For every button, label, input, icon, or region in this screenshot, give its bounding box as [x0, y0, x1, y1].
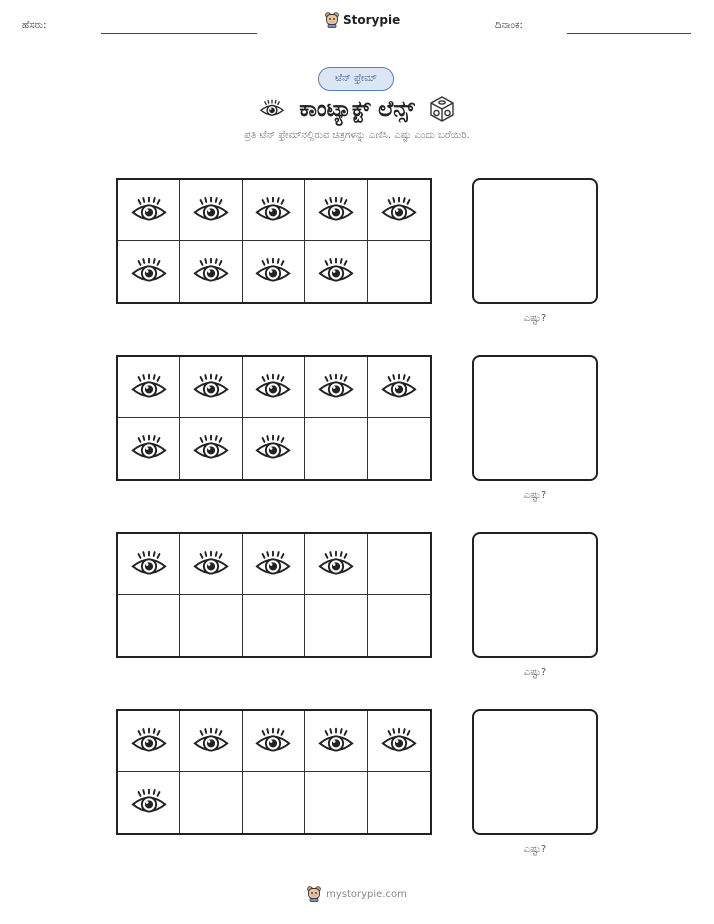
- ten-frame-cell: [305, 418, 367, 479]
- eye-icon: [380, 196, 418, 225]
- eye-icon: [254, 550, 292, 579]
- ten-frame-cell: [368, 595, 430, 656]
- ten-frame-cell: [305, 180, 367, 241]
- answer-box[interactable]: [472, 178, 598, 304]
- problem-3: [0, 532, 714, 692]
- ten-frame-cell: [180, 534, 242, 595]
- ten-frame-cell: [118, 534, 180, 595]
- worksheet-title-row: [0, 94, 714, 124]
- ten-frame-cell: [180, 772, 242, 833]
- name-field-line[interactable]: [101, 33, 257, 34]
- category-badge: ಟೆನ್ ಫ್ರೇಮ್: [318, 67, 394, 91]
- ten-frame-cell: [305, 534, 367, 595]
- eye-icon: [192, 434, 230, 463]
- eye-icon: [130, 788, 168, 817]
- ten-frame-cell: [118, 357, 180, 418]
- eye-icon: [130, 373, 168, 402]
- eye-icon: [254, 257, 292, 286]
- answer-box[interactable]: [472, 709, 598, 835]
- eye-icon: [317, 257, 355, 286]
- ten-frame-cell: [180, 241, 242, 302]
- ten-frame: [116, 178, 432, 304]
- eye-icon: [317, 196, 355, 225]
- answer-box[interactable]: [472, 355, 598, 481]
- ten-frame-cell: [368, 357, 430, 418]
- contact-lens-case-icon: [429, 95, 455, 123]
- eye-icon: [254, 727, 292, 756]
- instructions: ಪ್ರತಿ ಟೆನ್ ಫ್ರೇಮ್‌ನಲ್ಲಿರುವ ಚಿತ್ರಗಳನ್ನು ಎಣಿಸಿ. ಎಷ್ಟು ಎಂದು ಬರೆಯಿರಿ.: [244, 130, 470, 141]
- bear-logo-icon: [307, 886, 321, 902]
- bear-logo-icon: [325, 12, 339, 28]
- ten-frame: [116, 709, 432, 835]
- problem-2: [0, 355, 714, 515]
- ten-frame-cell: [180, 711, 242, 772]
- eye-icon: [130, 727, 168, 756]
- ten-frame-cell: [243, 595, 305, 656]
- ten-frame-cell: [243, 772, 305, 833]
- ten-frame-cell: [368, 772, 430, 833]
- ten-frame-cell: [243, 418, 305, 479]
- eye-icon: [317, 373, 355, 402]
- footer: [0, 886, 714, 902]
- ten-frame-cell: [118, 595, 180, 656]
- ten-frame-cell: [305, 595, 367, 656]
- eye-icon: [192, 257, 230, 286]
- answer-prompt: ಎಷ್ಟು?: [523, 667, 547, 678]
- answer-box[interactable]: [472, 532, 598, 658]
- eye-icon: [317, 727, 355, 756]
- eye-icon: [192, 550, 230, 579]
- eye-icon: [130, 550, 168, 579]
- problem-1: [0, 178, 714, 338]
- brand-logo: [325, 12, 400, 28]
- eye-icon: [254, 373, 292, 402]
- eye-icon: [130, 196, 168, 225]
- ten-frame-cell: [305, 711, 367, 772]
- answer-prompt: ಎಷ್ಟು?: [523, 313, 547, 324]
- date-label: ದಿನಾಂಕ:: [495, 20, 523, 31]
- eye-icon: [130, 257, 168, 286]
- eye-icon: [192, 727, 230, 756]
- date-field-line[interactable]: [567, 33, 691, 34]
- name-label: ಹೆಸರು:: [22, 20, 47, 31]
- ten-frame-cell: [243, 357, 305, 418]
- ten-frame-cell: [305, 772, 367, 833]
- ten-frame-cell: [368, 241, 430, 302]
- eye-icon: [254, 434, 292, 463]
- ten-frame-cell: [180, 357, 242, 418]
- ten-frame-cell: [243, 711, 305, 772]
- eye-icon: [192, 196, 230, 225]
- ten-frame-cell: [180, 595, 242, 656]
- eye-icon: [317, 550, 355, 579]
- footer-url[interactable]: mystorypie.com: [326, 888, 407, 900]
- ten-frame-cell: [243, 180, 305, 241]
- problem-4: [0, 709, 714, 869]
- ten-frame: [116, 355, 432, 481]
- ten-frame-cell: [118, 711, 180, 772]
- ten-frame-cell: [118, 418, 180, 479]
- eye-icon: [380, 373, 418, 402]
- ten-frame-cell: [368, 418, 430, 479]
- eye-icon: [130, 434, 168, 463]
- ten-frame-cell: [118, 241, 180, 302]
- ten-frame-cell: [118, 180, 180, 241]
- eye-icon: [259, 99, 285, 119]
- ten-frame-cell: [180, 180, 242, 241]
- ten-frame-cell: [118, 772, 180, 833]
- ten-frame-cell: [305, 357, 367, 418]
- page-title: ಕಾಂಟ್ಯಾಕ್ಟ್ ಲೆನ್ಸ್: [299, 96, 415, 122]
- ten-frame: [116, 532, 432, 658]
- answer-prompt: ಎಷ್ಟು?: [523, 490, 547, 501]
- answer-prompt: ಎಷ್ಟು?: [523, 844, 547, 855]
- ten-frame-cell: [368, 534, 430, 595]
- ten-frame-cell: [243, 534, 305, 595]
- eye-icon: [380, 727, 418, 756]
- ten-frame-cell: [305, 241, 367, 302]
- ten-frame-cell: [368, 180, 430, 241]
- brand-name: Storypie: [343, 13, 401, 27]
- eye-icon: [254, 196, 292, 225]
- ten-frame-cell: [180, 418, 242, 479]
- ten-frame-cell: [243, 241, 305, 302]
- eye-icon: [192, 373, 230, 402]
- ten-frame-cell: [368, 711, 430, 772]
